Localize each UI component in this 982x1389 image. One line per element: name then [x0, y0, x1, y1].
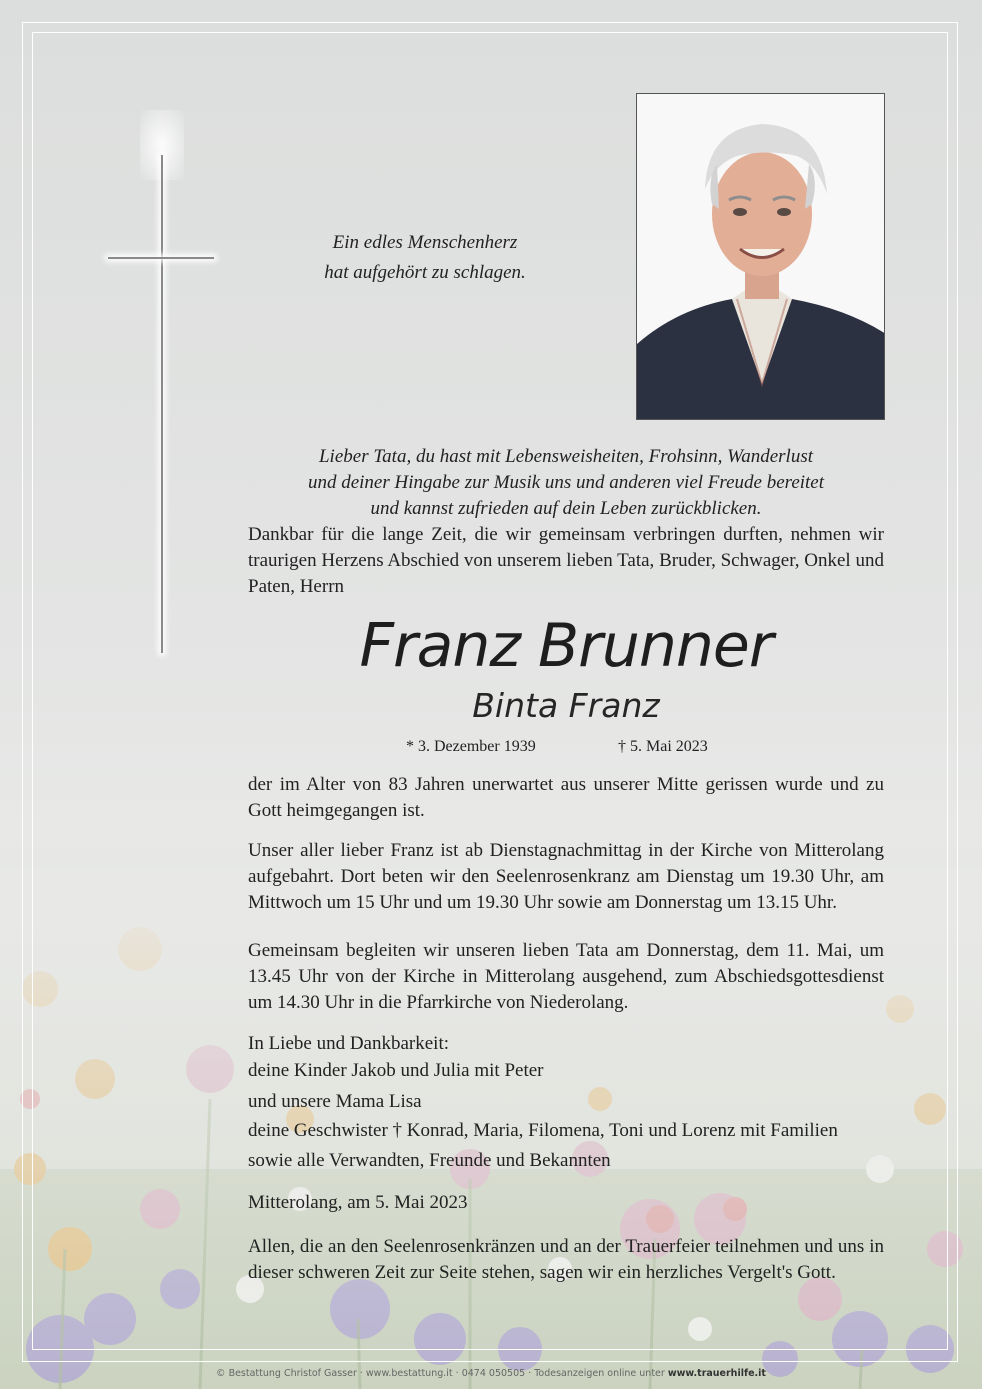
quote-line-2: und deiner Hingabe zur Musik uns und anderen viel Freude bereitet — [307, 472, 825, 493]
footer — [0, 1368, 982, 1379]
intro-paragraph: Dankbar für die lange Zeit, die wir gemeinsam verbringen durften, nehmen wir traurigen Herzens Abschied von unserem lieben Tata, Bruder, Schwager, Onkel und Paten, Herrn — [248, 524, 884, 597]
footer-text: © Bestattung Christof Gasser · www.bestattung.it · 0474 050505 · Todesanzeigen online unter — [216, 1368, 665, 1379]
mourners-heading: In Liebe und Dankbarkeit: — [248, 1033, 450, 1054]
mourners-line-4: sowie alle Verwandten, Freunde und Bekannten — [248, 1150, 611, 1171]
portrait-photo — [636, 93, 885, 420]
mourners-line-2: und unsere Mama Lisa — [248, 1091, 422, 1112]
motto-line-2: hat aufgehört zu schlagen. — [324, 262, 526, 283]
mourners-line-1: deine Kinder Jakob und Julia mit Peter — [248, 1060, 544, 1081]
age-paragraph: der im Alter von 83 Jahren unerwartet aus unserer Mitte gerissen wurde und zu Gott heimgegangen ist. — [248, 774, 884, 821]
place-date: Mitterolang, am 5. Mai 2023 — [248, 1192, 468, 1213]
birth-date: * 3. Dezember 1939 — [406, 738, 536, 755]
deceased-nickname: Binta Franz — [472, 686, 660, 725]
death-date: † 5. Mai 2023 — [618, 738, 708, 755]
motto-line-1: Ein edles Menschenherz — [332, 232, 518, 253]
deceased-name: Franz Brunner — [359, 611, 773, 681]
funeral-paragraph: Gemeinsam begleiten wir unseren lieben Tata am Donnerstag, dem 11. Mai, um 13.45 Uhr von der Kirche in Mitterolang ausgehend, zum Abschiedsgottesdienst um 14.30 Uhr in die Pfarrkirche von Niederolang. — [248, 940, 884, 1013]
thanks-paragraph: Allen, die an den Seelenrosenkränzen und an der Trauerfeier teilnehmen und uns in dieser schweren Zeit zur Seite stehen, sagen wir ein herzliches Vergelt's Gott. — [248, 1236, 884, 1283]
quote-line-3: und kannst zufrieden auf dein Leben zurückblicken. — [370, 498, 762, 519]
quote-line-1: Lieber Tata, du hast mit Lebensweisheiten, Frohsinn, Wanderlust — [318, 446, 814, 467]
footer-link[interactable]: www.trauerhilfe.it — [667, 1368, 766, 1379]
wake-paragraph: Unser aller lieber Franz ist ab Dienstagnachmittag in der Kirche von Mitterolang aufgebahrt. Dort beten wir den Seelenrosenkranz am Dienstag um 19.30 Uhr, am Mittwoch um 15 Uhr und um 19.30 Uhr sowie am Donnerstag um 13.15 Uhr. — [248, 840, 884, 913]
portrait-illustration — [637, 94, 885, 420]
cross-icon — [161, 155, 163, 653]
motto — [250, 228, 600, 288]
mourners-line-3: deine Geschwister † Konrad, Maria, Filomena, Toni und Lorenz mit Familien — [248, 1120, 838, 1141]
tribute-quote — [248, 444, 884, 522]
cross-icon-beam — [108, 257, 214, 259]
